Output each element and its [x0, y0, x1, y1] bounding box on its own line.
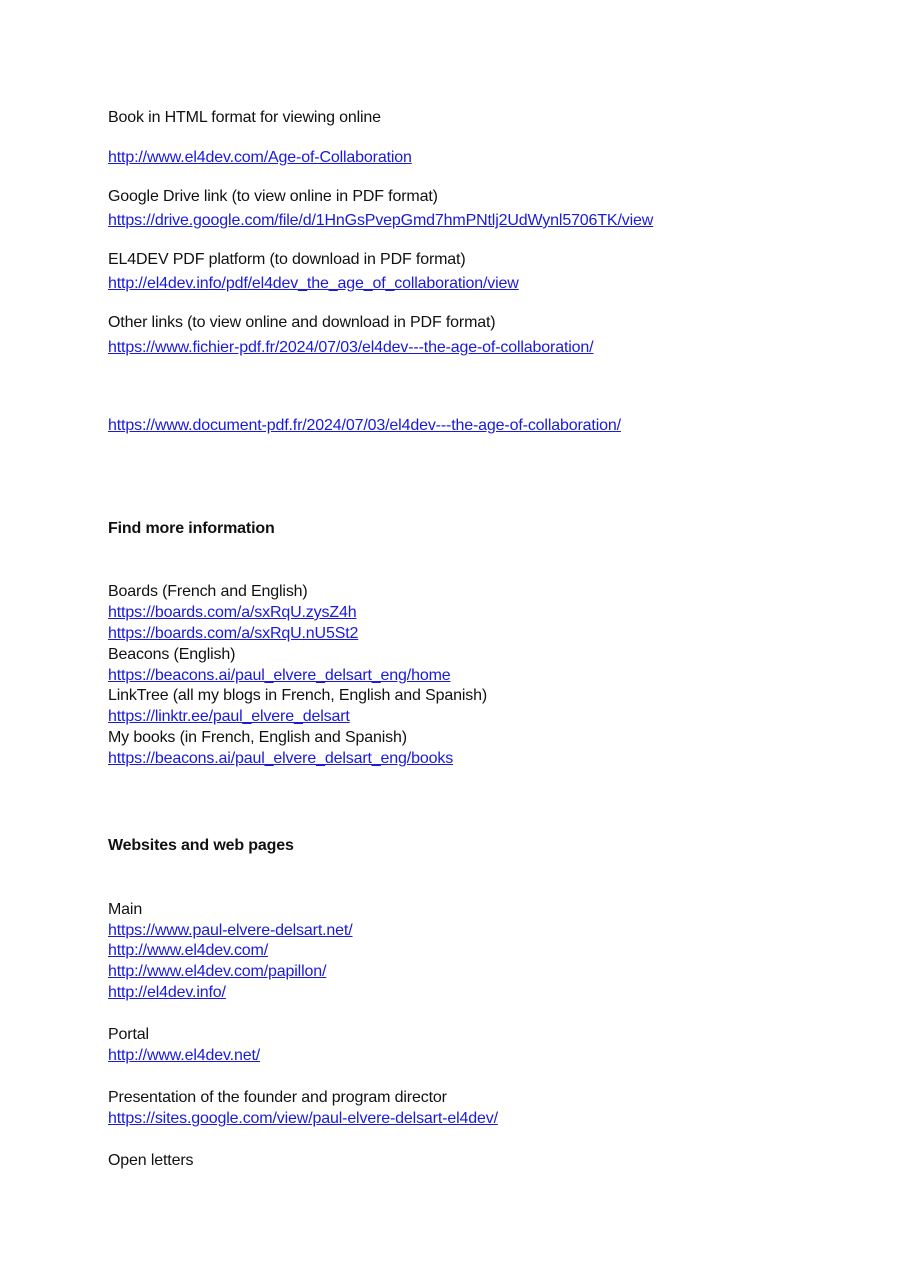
main-link-el4dev-info[interactable]: http://el4dev.info/ [108, 984, 226, 1001]
founder-label: Presentation of the founder and program director [108, 1089, 447, 1106]
find-more-heading: Find more information [108, 520, 275, 537]
beacons-label: Beacons (English) [108, 646, 236, 663]
other-link-fichier[interactable]: https://www.fichier-pdf.fr/2024/07/03/el4dev---the-age-of-collaboration/ [108, 339, 594, 356]
html-book-label: Book in HTML format for viewing online [108, 109, 381, 126]
beacons-link[interactable]: https://beacons.ai/paul_elvere_delsart_eng/home [108, 667, 451, 684]
boards-link-1[interactable]: https://boards.com/a/sxRqU.zysZ4h [108, 604, 357, 621]
pdf-platform-label: EL4DEV PDF platform (to download in PDF format) [108, 251, 466, 268]
other-link-document[interactable]: https://www.document-pdf.fr/2024/07/03/el4dev---the-age-of-collaboration/ [108, 417, 621, 434]
drive-label: Google Drive link (to view online in PDF format) [108, 188, 438, 205]
founder-link[interactable]: https://sites.google.com/view/paul-elvere-delsart-el4dev/ [108, 1110, 498, 1127]
main-link-papillon[interactable]: http://www.el4dev.com/papillon/ [108, 963, 327, 980]
books-label: My books (in French, English and Spanish) [108, 729, 407, 746]
pdf-platform-link[interactable]: http://el4dev.info/pdf/el4dev_the_age_of_collaboration/view [108, 275, 519, 292]
document-page [108, 0, 868, 1280]
boards-label: Boards (French and English) [108, 583, 308, 600]
linktree-link[interactable]: https://linktr.ee/paul_elvere_delsart [108, 708, 350, 725]
main-label: Main [108, 901, 143, 918]
websites-heading: Websites and web pages [108, 837, 294, 854]
main-link-el4dev-com[interactable]: http://www.el4dev.com/ [108, 942, 269, 959]
portal-link[interactable]: http://www.el4dev.net/ [108, 1047, 261, 1064]
drive-link[interactable]: https://drive.google.com/file/d/1HnGsPvepGmd7hmPNtlj2UdWynl5706TK/view [108, 212, 654, 229]
linktree-label: LinkTree (all my blogs in French, English and Spanish) [108, 687, 488, 704]
html-book-link[interactable]: http://www.el4dev.com/Age-of-Collaboration [108, 149, 412, 166]
other-links-label: Other links (to view online and download in PDF format) [108, 314, 496, 331]
open-letters-label: Open letters [108, 1152, 194, 1169]
portal-label: Portal [108, 1026, 149, 1043]
main-link-paul-elvere-delsart[interactable]: https://www.paul-elvere-delsart.net/ [108, 922, 353, 939]
boards-link-2[interactable]: https://boards.com/a/sxRqU.nU5St2 [108, 625, 359, 642]
books-link[interactable]: https://beacons.ai/paul_elvere_delsart_eng/books [108, 750, 454, 767]
